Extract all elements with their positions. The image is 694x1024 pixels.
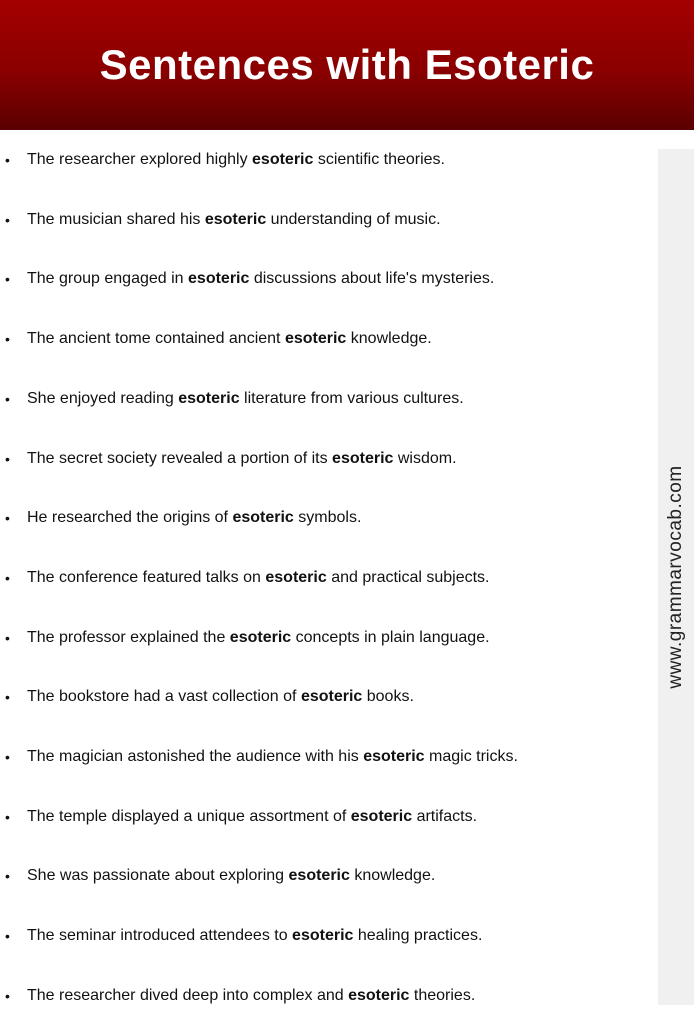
bullet-icon: • — [5, 928, 10, 945]
sentence-text-after: and practical subjects. — [326, 568, 490, 586]
sentence-text-after: discussions about life's mysteries. — [249, 270, 495, 288]
sentence-text-before: The seminar introduced attendees to — [27, 927, 293, 945]
sentence-item — [0, 626, 650, 650]
bullet-icon: • — [5, 152, 10, 168]
sentence-text-after: understanding of music. — [266, 210, 441, 228]
sentence-text-before: The ancient tome contained ancient — [27, 330, 285, 348]
bullet-icon: • — [5, 749, 10, 765]
sentence-item — [0, 208, 650, 232]
sentence-text-after: knowledge. — [349, 867, 436, 885]
sentence-text — [27, 745, 518, 769]
sentence-text-before: She was passionate about exploring — [27, 867, 289, 885]
keyword-esoteric: esoteric — [332, 449, 394, 467]
bullet-icon: • — [5, 689, 10, 706]
sentence-text — [27, 805, 477, 829]
keyword-esoteric: esoteric — [252, 151, 314, 168]
bullet-icon: • — [5, 271, 10, 288]
sentence-text-before: He researched the origins of — [27, 509, 233, 527]
sentence-item — [0, 267, 650, 291]
sentence-text — [27, 208, 441, 232]
website-watermark: www.grammarvocab.com — [665, 465, 686, 689]
sentence-item — [0, 327, 650, 351]
sentence-text-before: The group engaged in — [27, 270, 189, 288]
sentence-item — [0, 148, 650, 172]
keyword-esoteric: esoteric — [288, 867, 350, 885]
keyword-esoteric: esoteric — [232, 509, 294, 527]
keyword-esoteric: esoteric — [292, 927, 354, 945]
sentence-text-before: The conference featured talks on — [27, 568, 266, 586]
sentence-text — [27, 267, 494, 291]
sentence-text-after: wisdom. — [393, 449, 457, 467]
keyword-esoteric: esoteric — [300, 688, 363, 706]
bullet-icon: • — [5, 510, 10, 527]
bullet-icon: • — [5, 450, 10, 467]
sentence-text — [27, 148, 445, 172]
sentence-text-before: The bookstore had a vast collection of — [27, 688, 301, 706]
side-panel — [658, 149, 694, 1005]
sentence-item — [0, 447, 650, 471]
sentence-text-before: The researcher explored highly — [27, 151, 253, 168]
keyword-esoteric: esoteric — [188, 270, 250, 288]
sentence-text — [27, 626, 490, 650]
bullet-icon: • — [5, 987, 10, 1004]
sentence-text — [27, 447, 457, 471]
sentence-text-before: The secret society revealed a portion of its — [27, 449, 333, 467]
sentence-item — [0, 984, 650, 1008]
sentence-text-after: scientific theories. — [313, 151, 445, 168]
sentence-text-before: The musician shared his — [27, 210, 205, 228]
bullet-icon: • — [5, 390, 10, 407]
keyword-esoteric: esoteric — [178, 389, 240, 407]
sentence-item — [0, 685, 650, 709]
keyword-esoteric: esoteric — [350, 807, 413, 825]
sentence-text — [27, 924, 482, 948]
sentence-text — [27, 685, 414, 709]
bullet-icon: • — [5, 331, 10, 348]
sentence-text-before: She enjoyed reading — [27, 389, 179, 407]
sentence-item — [0, 864, 650, 888]
sentence-item — [0, 566, 650, 590]
sentence-item — [0, 506, 650, 530]
keyword-esoteric: esoteric — [204, 210, 267, 228]
sentence-text-after: literature from various cultures. — [239, 389, 464, 407]
sentence-text-before: The researcher dived deep into complex and — [27, 986, 349, 1004]
keyword-esoteric: esoteric — [348, 986, 410, 1004]
bullet-icon: • — [5, 808, 10, 825]
sentence-text-after: artifacts. — [412, 807, 478, 825]
sentence-text-after: symbols. — [293, 509, 362, 527]
sentence-text — [27, 327, 432, 351]
sentence-text-before: The temple displayed a unique assortment of — [27, 807, 351, 825]
keyword-esoteric: esoteric — [229, 628, 292, 646]
bullet-icon: • — [5, 868, 10, 885]
sentence-text — [27, 566, 490, 590]
sentence-text — [27, 984, 475, 1008]
sentence-text-after: theories. — [409, 986, 476, 1004]
sentence-text — [27, 864, 435, 888]
sentence-text-before: The professor explained the — [27, 628, 230, 646]
sentence-item — [0, 745, 650, 769]
sentence-item — [0, 387, 650, 411]
header-banner — [0, 0, 694, 130]
sentence-text-after: knowledge. — [346, 330, 432, 348]
sentence-text-after: healing practices. — [353, 927, 483, 945]
sentence-text-before: The magician astonished the audience with his — [27, 748, 364, 765]
sentence-text-after: concepts in plain language. — [291, 628, 490, 646]
bullet-icon: • — [5, 569, 10, 586]
sentence-text-after: books. — [362, 688, 414, 706]
page-title: Sentences with Esoteric — [99, 41, 595, 88]
sentence-text-after: magic tricks. — [424, 748, 518, 765]
keyword-esoteric: esoteric — [363, 748, 425, 765]
bullet-icon: • — [5, 211, 10, 228]
sentence-item — [0, 805, 650, 829]
keyword-esoteric: esoteric — [284, 330, 347, 348]
bullet-icon: • — [5, 629, 10, 646]
sentence-text — [27, 387, 464, 411]
keyword-esoteric: esoteric — [265, 568, 327, 586]
sentence-item — [0, 924, 650, 948]
sentence-text — [27, 506, 361, 530]
